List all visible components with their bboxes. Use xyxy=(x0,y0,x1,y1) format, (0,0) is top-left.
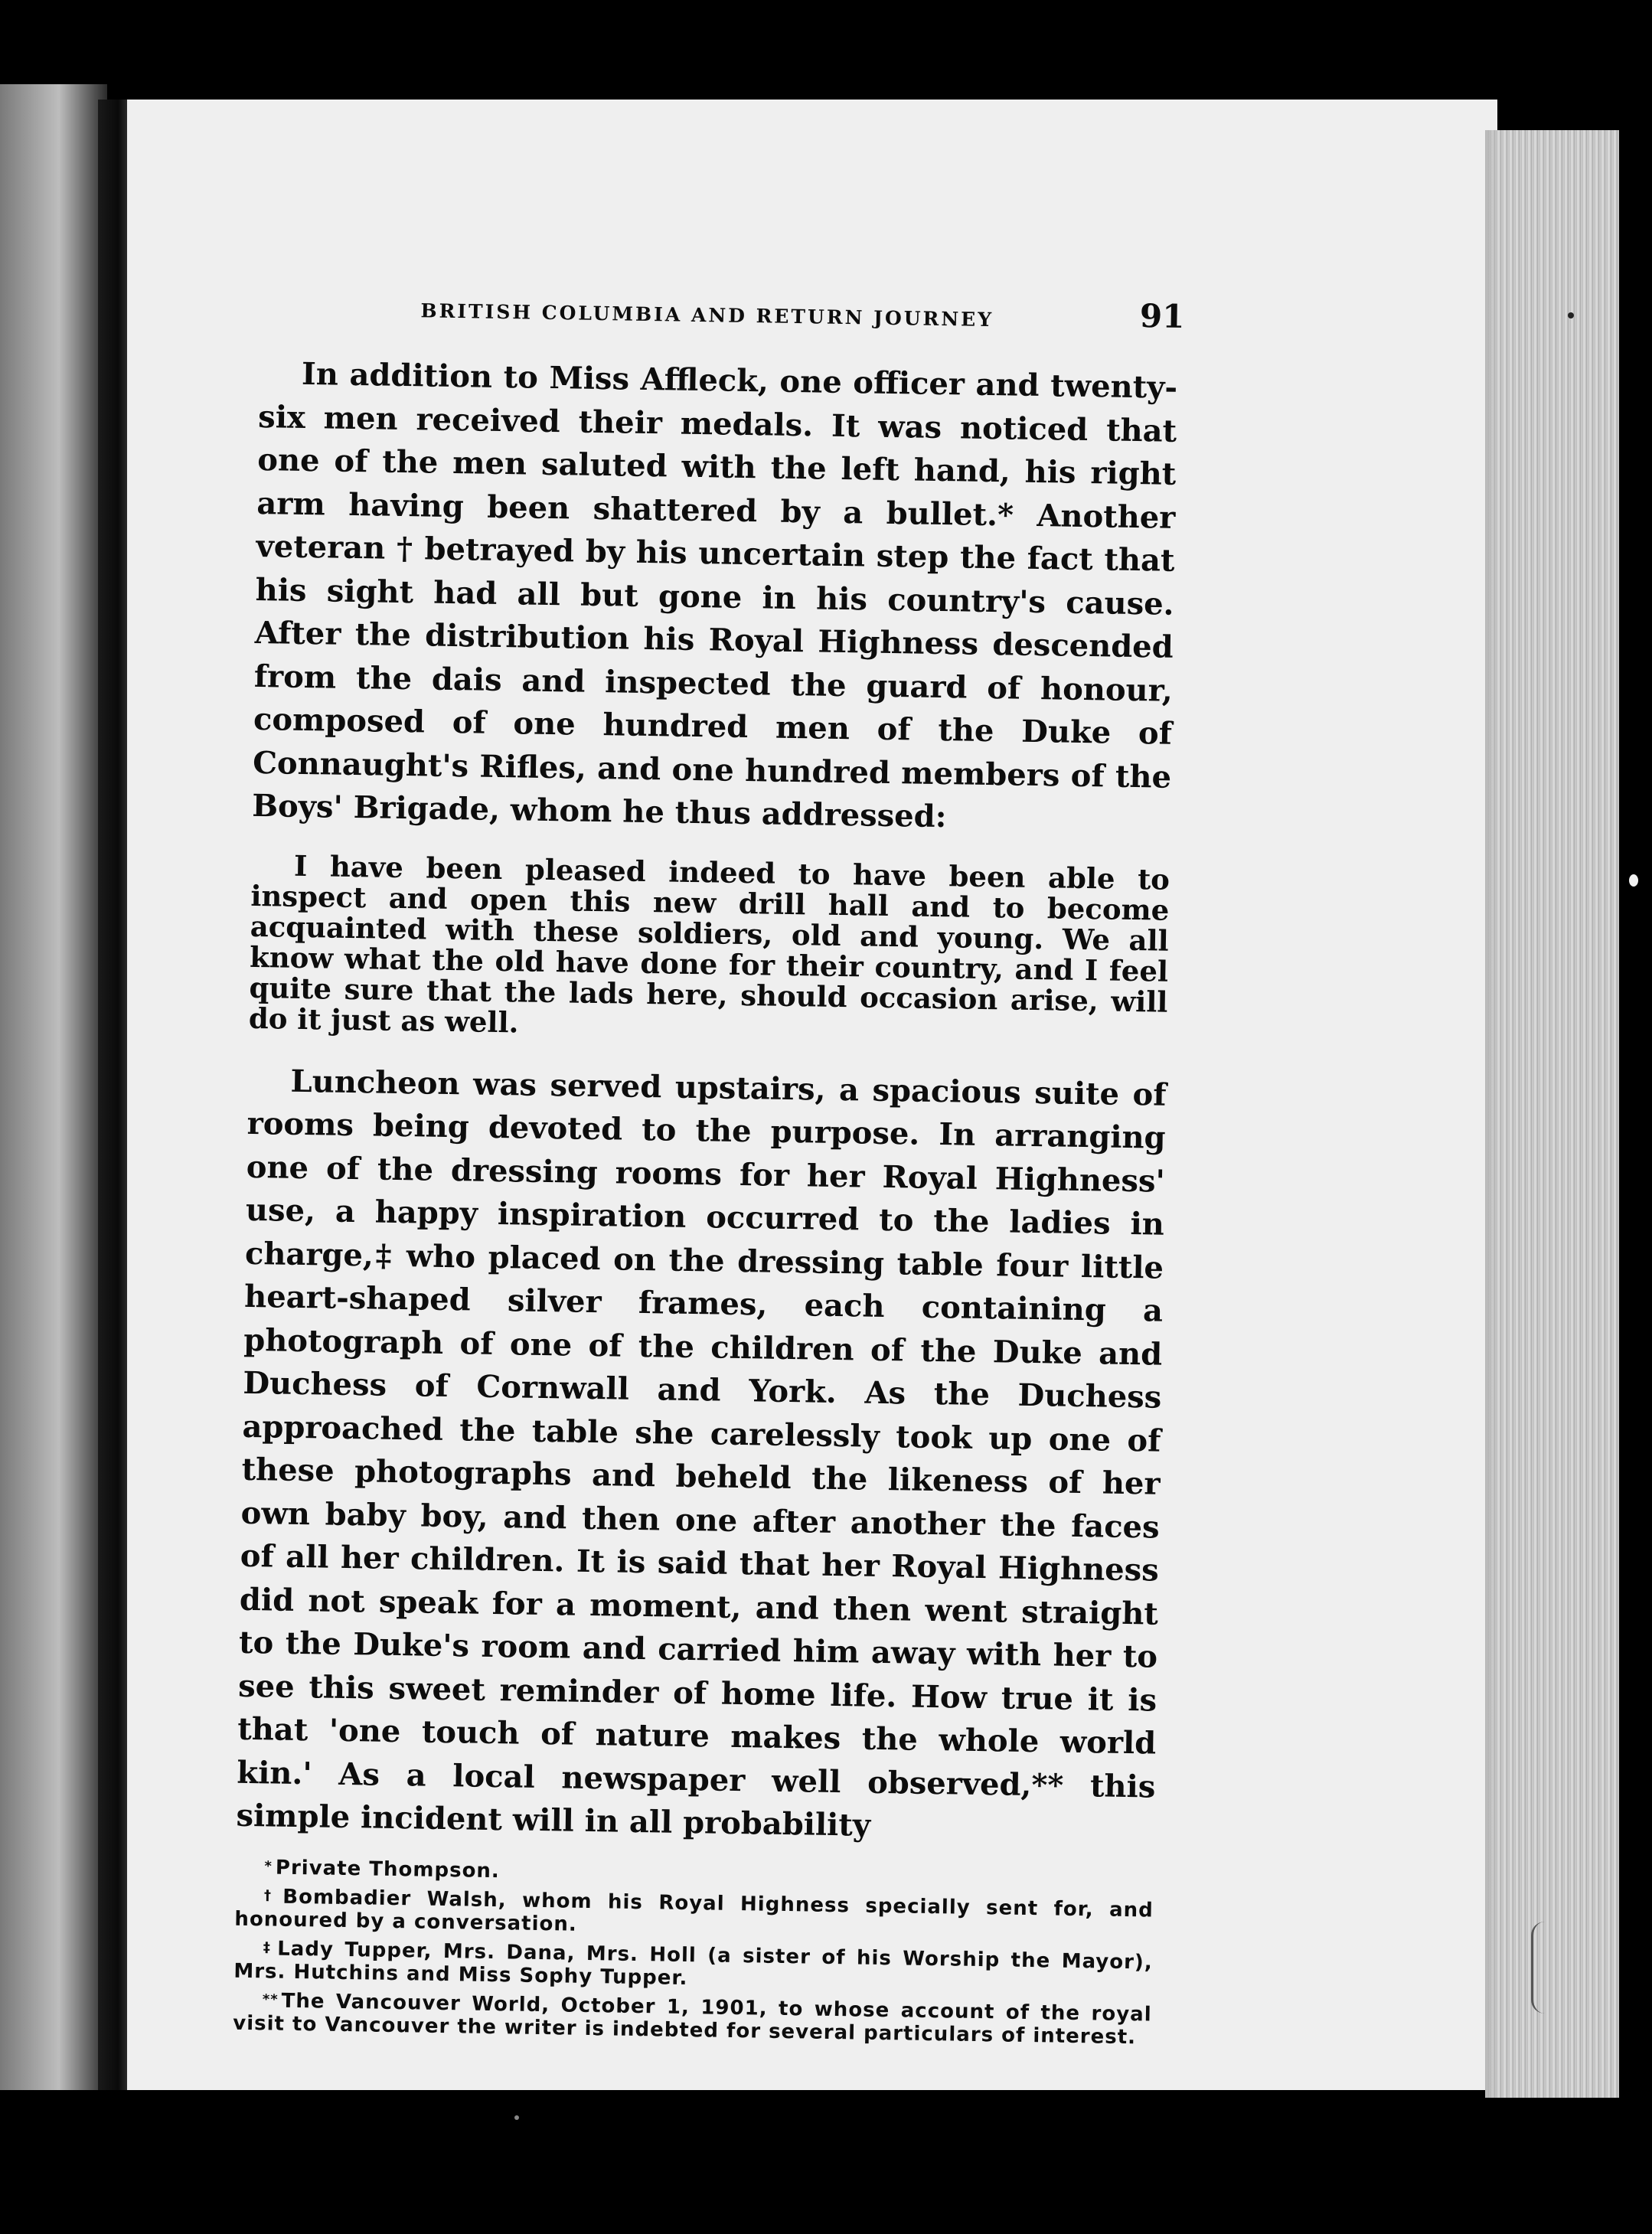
footnote-text: Lady Tupper, Mrs. Dana, Mrs. Holl (a sister of his Worship the Mayor), Mrs. Hutchins and Miss Sophy Tupper. xyxy=(233,1937,1153,1990)
footnote-mark: ‡ xyxy=(263,1938,275,1956)
footnote-text: Private Thompson. xyxy=(275,1856,501,1883)
footnote-text: The Vancouver World, October 1, 1901, to whose account of the royal visit to Vancouver the writer is indebted for several particulars of interest. xyxy=(233,1989,1152,2049)
body-paragraph: In addition to Miss Affleck, one officer and twenty-six men received their medals. It was noticed that one of the men saluted with the left hand, his right arm having been shattered by a bullet.* Another veteran † betrayed by his uncertain step the fact that his sight had all but gone in his country's cause. After the distribution his Royal Highness descended from the dais and inspected the guard of honour, composed of one hundred men of the Duke of Connaught's Rifles, and one hundred members of the Boys' Brigade, whom he thus addressed: xyxy=(251,355,1178,835)
footnote xyxy=(234,1883,1154,1945)
page-stack-edge xyxy=(1485,130,1619,2098)
speck xyxy=(1568,312,1574,318)
footnote-mark: † xyxy=(263,1886,280,1904)
footnote xyxy=(233,1935,1153,1997)
footnote-mark: * xyxy=(264,1857,273,1875)
running-title: BRITISH COLUMBIA AND RETURN JOURNEY xyxy=(420,299,994,332)
speck xyxy=(1629,874,1638,887)
body-paragraph: Luncheon was served upstairs, a spacious suite of rooms being devoted to the purpose. In arranging one of the dressing rooms for her Royal Highness' use, a happy inspiration occurred to the ladies in charge,‡ who placed on the dressing table four little heart-shaped silver frames, each containing a photograph of one of the children of the Duke and Duchess of Cornwall and York. As the Duchess approached the table she carelessly took up one of these photographs and beheld the likeness of her own baby boy, and then one after another the faces of all her children. It is said that her Royal Highness did not speak for a moment, and then went straight to the Duke's room and carried him away with her to see this sweet reminder of home life. How true it is that 'one touch of nature makes the whole world kin.' As a local newspaper well observed,** this simple incident will in all probability xyxy=(236,1063,1167,1844)
speck xyxy=(514,2115,519,2120)
footnote-mark: ** xyxy=(262,1991,279,2008)
footnotes xyxy=(233,1854,1154,2049)
facing-page-edge xyxy=(0,84,107,2090)
footnote xyxy=(233,1987,1152,2049)
page-number: 91 xyxy=(1139,297,1185,335)
running-head xyxy=(260,283,1185,367)
page-content xyxy=(233,283,1185,2054)
footnote-text: Bombadier Walsh, whom his Royal Highness specially sent for, and honoured by a conversation. xyxy=(234,1885,1154,1936)
block-quote: I have been pleased indeed to have been able to inspect and open this new drill hall and to become acquainted with these soldiers, old and young. We all know what the old have done for their country, and I feel quite sure that the lads here, should occasion arise, will do it just as well. xyxy=(248,848,1170,1039)
page-stack-shadow xyxy=(1485,130,1499,2098)
margin-pencil-mark xyxy=(1531,1922,1561,2014)
